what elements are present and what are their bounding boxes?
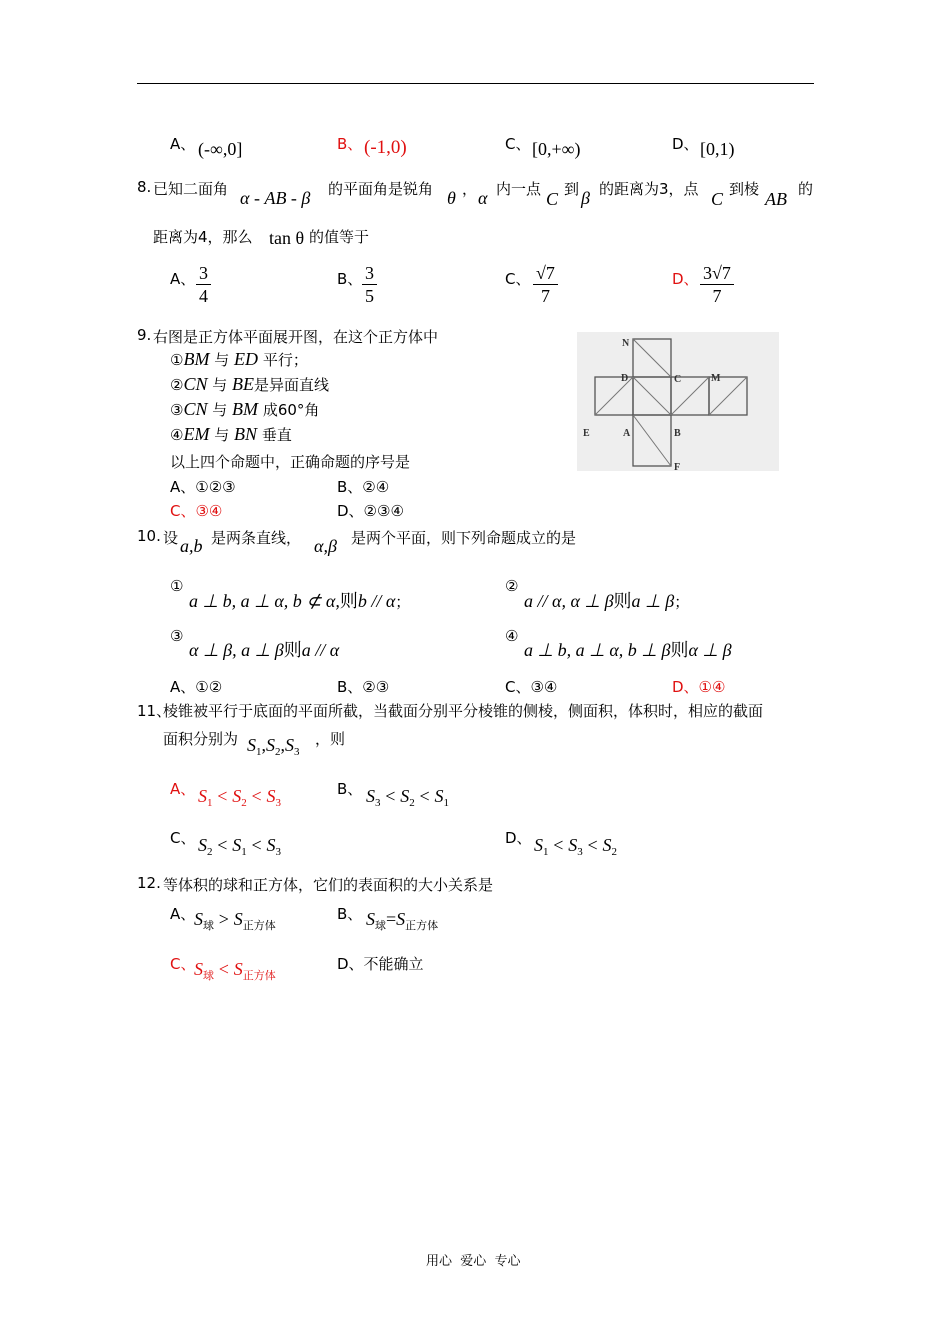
q12-a-gt: > [218, 909, 229, 929]
q8-line2-text: 距离为4，那么 [153, 228, 253, 246]
q11-b-lt2: < [419, 786, 430, 806]
q10-p1-ze: 则 [339, 591, 358, 611]
q8-option-a-label: A、 [170, 270, 196, 288]
q11-b-s1: S [434, 786, 444, 806]
q9-s3-mark: ③ [170, 401, 184, 419]
header-rule [137, 83, 814, 84]
q11-c-s2: S [198, 835, 207, 855]
q8-math-ab: AB [765, 189, 787, 209]
q11-s2-sub: 2 [275, 746, 281, 758]
q11-s1: S [247, 735, 256, 755]
q11-d-s3: S [568, 835, 578, 855]
q10-p3-mark: ③ [170, 627, 184, 645]
q11-option-a-label: A、 [170, 780, 196, 798]
q9-s2-b: BE [232, 374, 255, 394]
q8-option-c-label: C、 [505, 270, 531, 288]
q11-line2: 面积分别为 [163, 730, 239, 748]
q10-p2-math2: a ⊥ β [631, 591, 675, 611]
q11-d-s1: S [534, 835, 543, 855]
q9-s1-mark: ① [170, 351, 184, 369]
q10-proposition-3 [189, 636, 339, 662]
q8-math-c2: C [711, 189, 724, 209]
q7-option-c-math: [0,+∞) [532, 139, 581, 159]
q8-option-b-label: B、 [337, 270, 363, 288]
q9-s3-tail: 成60°角 [262, 401, 320, 419]
net-label-d: D [621, 373, 629, 384]
q12-a-sub-cube: 正方体 [242, 919, 276, 932]
q7-option-c-label: C、 [505, 135, 531, 153]
q8-option-c-frac [533, 262, 558, 307]
q11-comma-2: , [280, 735, 285, 755]
q11-c-s2-sub: 2 [207, 846, 213, 858]
q12-option-a-label: A、 [170, 905, 196, 923]
q8-text-3: ， [462, 180, 478, 198]
q8-text-5: 到 [564, 180, 580, 198]
q11-a-s3: S [266, 786, 276, 806]
q10-text-1: 设 [163, 529, 179, 547]
q12-c-sub-ball: 球 [203, 969, 214, 982]
q10-proposition-1 [189, 587, 410, 613]
q12-option-d: D、不能确立 [337, 955, 424, 973]
q11-comma-1: , [261, 735, 266, 755]
q11-option-c-label: C、 [170, 829, 196, 847]
q11-a-s2: S [232, 786, 242, 806]
q11-d-s2-sub: 2 [611, 846, 617, 858]
q7-option-b-label: B、 [337, 135, 363, 153]
q8-option-d-label: D、 [672, 270, 699, 288]
q12-c-sub-cube: 正方体 [242, 969, 276, 982]
q9-s3-a: CN [183, 399, 208, 419]
q8-b-num: 3 [362, 262, 377, 285]
q10-p2-end: ； [674, 593, 690, 611]
cube-net-figure [577, 332, 779, 471]
q8-math-alpha: α [478, 188, 488, 208]
q10-option-c: C、③④ [505, 678, 558, 696]
q11-c-s1-sub: 1 [241, 846, 247, 858]
q8-math-dihedral: α - AB - β [240, 188, 311, 208]
q9-s4-with: 与 [214, 426, 230, 444]
q11-option-b-math [366, 786, 449, 809]
q12-option-b-label: B、 [337, 905, 363, 923]
q11-line2-math [247, 735, 300, 758]
q9-option-a: A、①②③ [170, 478, 236, 496]
q8-text-1: 已知二面角 [153, 180, 229, 198]
q7-option-a-label: A、 [170, 135, 196, 153]
q10-p1-math: a ⊥ b, a ⊥ α, b ⊄ α, [189, 591, 340, 611]
q11-s2: S [266, 735, 275, 755]
q7-option-d-math: [0,1) [700, 139, 735, 159]
q10-p3-ze: 则 [283, 640, 302, 660]
q11-a-s3-sub: 3 [275, 797, 281, 809]
q7-option-d-label: D、 [672, 135, 699, 153]
q8-math-beta: β [581, 188, 590, 208]
q12-c-s1: S [194, 959, 203, 979]
q8-d-num: 3√7 [700, 262, 734, 285]
q8-option-a-frac [196, 262, 211, 307]
q11-b-s2-sub: 2 [409, 797, 415, 809]
q10-option-b: B、②③ [337, 678, 390, 696]
q12-option-c-math [194, 959, 276, 983]
q9-s3-with: 与 [212, 401, 228, 419]
q12-a-sub-ball: 球 [203, 919, 214, 932]
q12-option-c-label: C、 [170, 955, 196, 973]
q11-a-s1-sub: 1 [207, 797, 213, 809]
q9-s1-with: 与 [214, 351, 230, 369]
q12-option-b-math [366, 909, 438, 933]
q9-statement-4 [170, 424, 292, 445]
q8-text-4: 内一点 [496, 180, 542, 198]
q11-number: 11、 [137, 702, 172, 720]
q8-c-den: 7 [540, 286, 550, 306]
q9-option-d: D、②③④ [337, 502, 404, 520]
q8-text-2: 的平面角是锐角 [328, 180, 434, 198]
q11-a-lt1: < [217, 786, 228, 806]
q12-c-lt: < [218, 959, 229, 979]
q9-s1-b: ED [234, 349, 259, 369]
q10-p4-mark: ④ [505, 627, 519, 645]
q9-s2-a: CN [183, 374, 208, 394]
net-label-c: C [674, 374, 682, 385]
q10-p2-math: a // α, α ⊥ β [524, 591, 614, 611]
q9-statement-3 [170, 399, 319, 420]
q11-b-s3: S [366, 786, 375, 806]
q11-s1-sub: 1 [256, 746, 262, 758]
q9-option-c: C、③④ [170, 502, 223, 520]
q8-a-den: 4 [199, 286, 208, 306]
q11-c-s3-sub: 3 [275, 846, 281, 858]
q9-s4-a: EM [183, 424, 210, 444]
q10-p2-mark: ② [505, 577, 519, 595]
net-label-a: A [623, 428, 631, 439]
q11-line1: 棱锥被平行于底面的平面所截，当截面分别平分棱锥的侧棱，侧面积，体积时，相应的截面 [163, 702, 764, 720]
q10-number: 10. [137, 527, 161, 545]
q12-b-sub-cube: 正方体 [405, 919, 439, 932]
q7-option-a-math: (-∞,0] [198, 139, 243, 159]
q11-b-s1-sub: 1 [443, 797, 449, 809]
q8-a-num: 3 [196, 262, 211, 285]
q12-a-s2: S [233, 909, 243, 929]
q8-text-6: 的距离为3，点 [599, 180, 699, 198]
q10-math-ab: a,b [180, 536, 203, 556]
q11-b-lt1: < [385, 786, 396, 806]
q11-option-a-math [198, 786, 281, 809]
q10-option-d: D、①④ [672, 678, 726, 696]
q10-p4-ze: 则 [670, 640, 689, 660]
q11-b-s2: S [400, 786, 410, 806]
q11-d-lt2: < [587, 835, 598, 855]
q9-ask: 以上四个命题中，正确命题的序号是 [170, 453, 411, 471]
q8-line2-text-end: 的值等于 [309, 228, 370, 246]
net-label-f: F [674, 462, 681, 471]
q11-s3-sub: 3 [294, 746, 300, 758]
q9-s2-tail: 是异面直线 [254, 376, 330, 394]
q12-a-s1: S [194, 909, 203, 929]
q10-math-alphabeta: α,β [314, 536, 337, 556]
q12-stem: 等体积的球和正方体，它们的表面积的大小关系是 [163, 876, 494, 894]
q11-option-b-label: B、 [337, 780, 363, 798]
q11-d-lt1: < [553, 835, 564, 855]
q8-number: 8. [137, 178, 152, 196]
q11-c-s1: S [232, 835, 242, 855]
q11-a-lt2: < [251, 786, 262, 806]
q9-s4-mark: ④ [170, 426, 184, 444]
q10-p3-math: α ⊥ β, a ⊥ β [189, 640, 284, 660]
q8-math-c: C [546, 189, 559, 209]
q10-p1-mark: ① [170, 577, 184, 595]
q10-p1-math2: b // α [357, 591, 396, 611]
q9-s2-mark: ② [170, 376, 184, 394]
q9-statement-1 [170, 349, 308, 370]
q12-b-eq: = [386, 909, 397, 929]
q9-number: 9. [137, 326, 152, 344]
q11-d-s2: S [602, 835, 612, 855]
q10-p2-ze: 则 [613, 591, 632, 611]
q9-option-b: B、②④ [337, 478, 390, 496]
q11-a-s2-sub: 2 [241, 797, 247, 809]
q11-c-lt2: < [251, 835, 262, 855]
q12-number: 12. [137, 874, 161, 892]
q10-p1-end: ； [395, 593, 411, 611]
q12-option-a-math [194, 909, 276, 933]
q10-text-2: 是两条直线， [211, 529, 302, 547]
q11-option-d-math [534, 835, 617, 858]
q8-b-den: 5 [365, 286, 374, 306]
q8-text-8: 的 [798, 180, 814, 198]
q8-line2-math: tan θ [269, 228, 305, 248]
net-label-n: N [622, 338, 630, 349]
net-label-b: B [674, 428, 681, 439]
q7-option-b-math: (-1,0) [364, 137, 407, 158]
q11-option-d-label: D、 [505, 829, 532, 847]
q8-math-theta: θ [447, 188, 456, 208]
q10-option-a: A、①② [170, 678, 223, 696]
q11-d-s3-sub: 3 [577, 846, 583, 858]
q10-p3-math2: a // α [301, 640, 340, 660]
q11-a-s1: S [198, 786, 207, 806]
q8-d-den: 7 [712, 286, 722, 306]
q10-p4-math: a ⊥ b, a ⊥ α, b ⊥ β [524, 640, 671, 660]
q9-s4-b: BN [234, 424, 258, 444]
q11-d-s1-sub: 1 [543, 846, 549, 858]
q12-c-s2: S [233, 959, 243, 979]
q11-line2-end: ，则 [315, 730, 346, 748]
q8-text-7: 到棱 [729, 180, 760, 198]
q9-s3-b: BM [232, 399, 259, 419]
q9-s2-with: 与 [212, 376, 228, 394]
q9-s4-tail: 垂直 [261, 426, 292, 444]
net-label-m: M [711, 373, 721, 384]
q10-text-3: 是两个平面，则下列命题成立的是 [351, 529, 577, 547]
q10-proposition-4 [524, 636, 732, 662]
q10-p4-math2: α ⊥ β [688, 640, 732, 660]
q11-b-s3-sub: 3 [375, 797, 381, 809]
q9-stem: 右图是正方体平面展开图，在这个正方体中 [153, 328, 439, 346]
q9-statement-2 [170, 374, 329, 395]
net-label-e: E [583, 428, 590, 439]
q11-c-s3: S [266, 835, 276, 855]
q12-b-s1: S [366, 909, 375, 929]
q8-option-b-frac [362, 262, 377, 307]
q11-option-c-math [198, 835, 281, 858]
q11-c-lt1: < [217, 835, 228, 855]
q9-s1-a: BM [183, 349, 210, 369]
q12-b-sub-ball: 球 [375, 919, 386, 932]
q10-proposition-2 [524, 587, 689, 613]
q9-s1-tail: 平行； [262, 351, 308, 369]
q11-s3: S [285, 735, 294, 755]
q12-b-s2: S [396, 909, 406, 929]
page-footer: 用心 爱心 专心 [426, 1254, 521, 1269]
q8-option-d-frac [700, 262, 734, 307]
q8-c-num: √7 [533, 262, 558, 285]
